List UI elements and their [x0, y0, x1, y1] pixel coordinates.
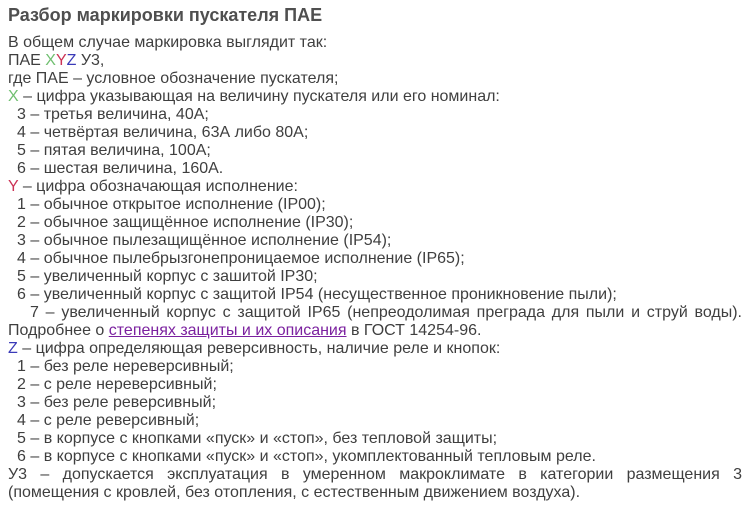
formula-x-token: X	[45, 52, 56, 69]
list-item-y-6: 6 – увеличенный корпус с защитой IP54 (несущественное проникновение пыли);	[17, 286, 617, 303]
list-item-z-2: 2 – с реле нереверсивный;	[17, 376, 217, 393]
list-item-y-5: 5 – увеличенный корпус с зашитой IP30;	[17, 268, 318, 285]
intro-line: В общем случае маркировка выглядит так:	[8, 34, 328, 51]
z-section-heading-text: – цифра определяющая реверсивность, наличие реле и кнопок:	[17, 340, 501, 357]
list-item-z-6: 6 – в корпусе с кнопками «пуск» и «стоп», укомплектованный тепловым реле.	[17, 448, 596, 465]
y-section-token: Y	[8, 178, 19, 195]
protection-degrees-link[interactable]: степенях защиты и их описания	[108, 322, 347, 339]
formula-y-token: Y	[55, 52, 67, 69]
list-item-x-3: 3 – третья величина, 40А;	[17, 106, 209, 123]
list-item-z-3: 3 – без реле реверсивный;	[17, 394, 217, 411]
y-section-heading-text: – цифра обозначающая исполнение:	[18, 178, 298, 195]
protection-note-line	[8, 322, 742, 340]
x-section-heading	[8, 88, 742, 106]
list-item-y-7: 7 – увеличенный корпус с защитой IP65 (непреодолимая преграда для пыли и струй воды).	[30, 304, 742, 321]
list-item-y-3: 3 – обычное пылезащищённое исполнение (IP54);	[17, 232, 392, 249]
list-item-x-6: 6 – шестая величина, 160А.	[17, 160, 224, 177]
list-item-y-2: 2 – обычное защищённое исполнение (IP30);	[17, 214, 354, 231]
list-item-x-4: 4 – четвёртая величина, 63А либо 80А;	[17, 124, 309, 141]
x-section-token: X	[8, 88, 19, 105]
list-item-y-4: 4 – обычное пылебрызгонепроницаемое исполнение (IP65);	[17, 250, 465, 267]
z-section-token: Z	[8, 340, 18, 357]
z-section-heading	[8, 340, 742, 358]
list-item-z-4: 4 – с реле реверсивный;	[17, 412, 200, 429]
list-item-z-5: 5 – в корпусе с кнопками «пуск» и «стоп», без тепловой защиты;	[17, 430, 498, 447]
protection-note-before: Подробнее о	[8, 322, 109, 339]
marking-formula	[8, 52, 742, 70]
list-item-z-1: 1 – без реле нереверсивный;	[17, 358, 234, 375]
formula-suffix: У3,	[76, 52, 105, 69]
pae-decoding-line: где ПАЕ – условное обозначение пускателя;	[8, 70, 339, 87]
y-section-heading	[8, 178, 742, 196]
x-section-heading-text: – цифра указывающая на величину пускателя или его номинал:	[18, 88, 500, 105]
list-item-y-1: 1 – обычное открытое исполнение (IP00);	[17, 196, 326, 213]
list-item-x-5: 5 – пятая величина, 100А;	[17, 142, 211, 159]
u3-note-paragraph: У3 – допускается эксплуатация в умеренном макроклимате в категории размещения 3 (помещения с кровлей, без отопления, с естественным движением воздуха).	[8, 466, 742, 501]
protection-note-after: в ГОСТ 14254-96.	[346, 322, 482, 339]
formula-prefix: ПАЕ	[8, 52, 46, 69]
formula-z-token: Z	[66, 52, 77, 69]
page-title: Разбор маркировки пускателя ПАЕ	[8, 5, 323, 25]
